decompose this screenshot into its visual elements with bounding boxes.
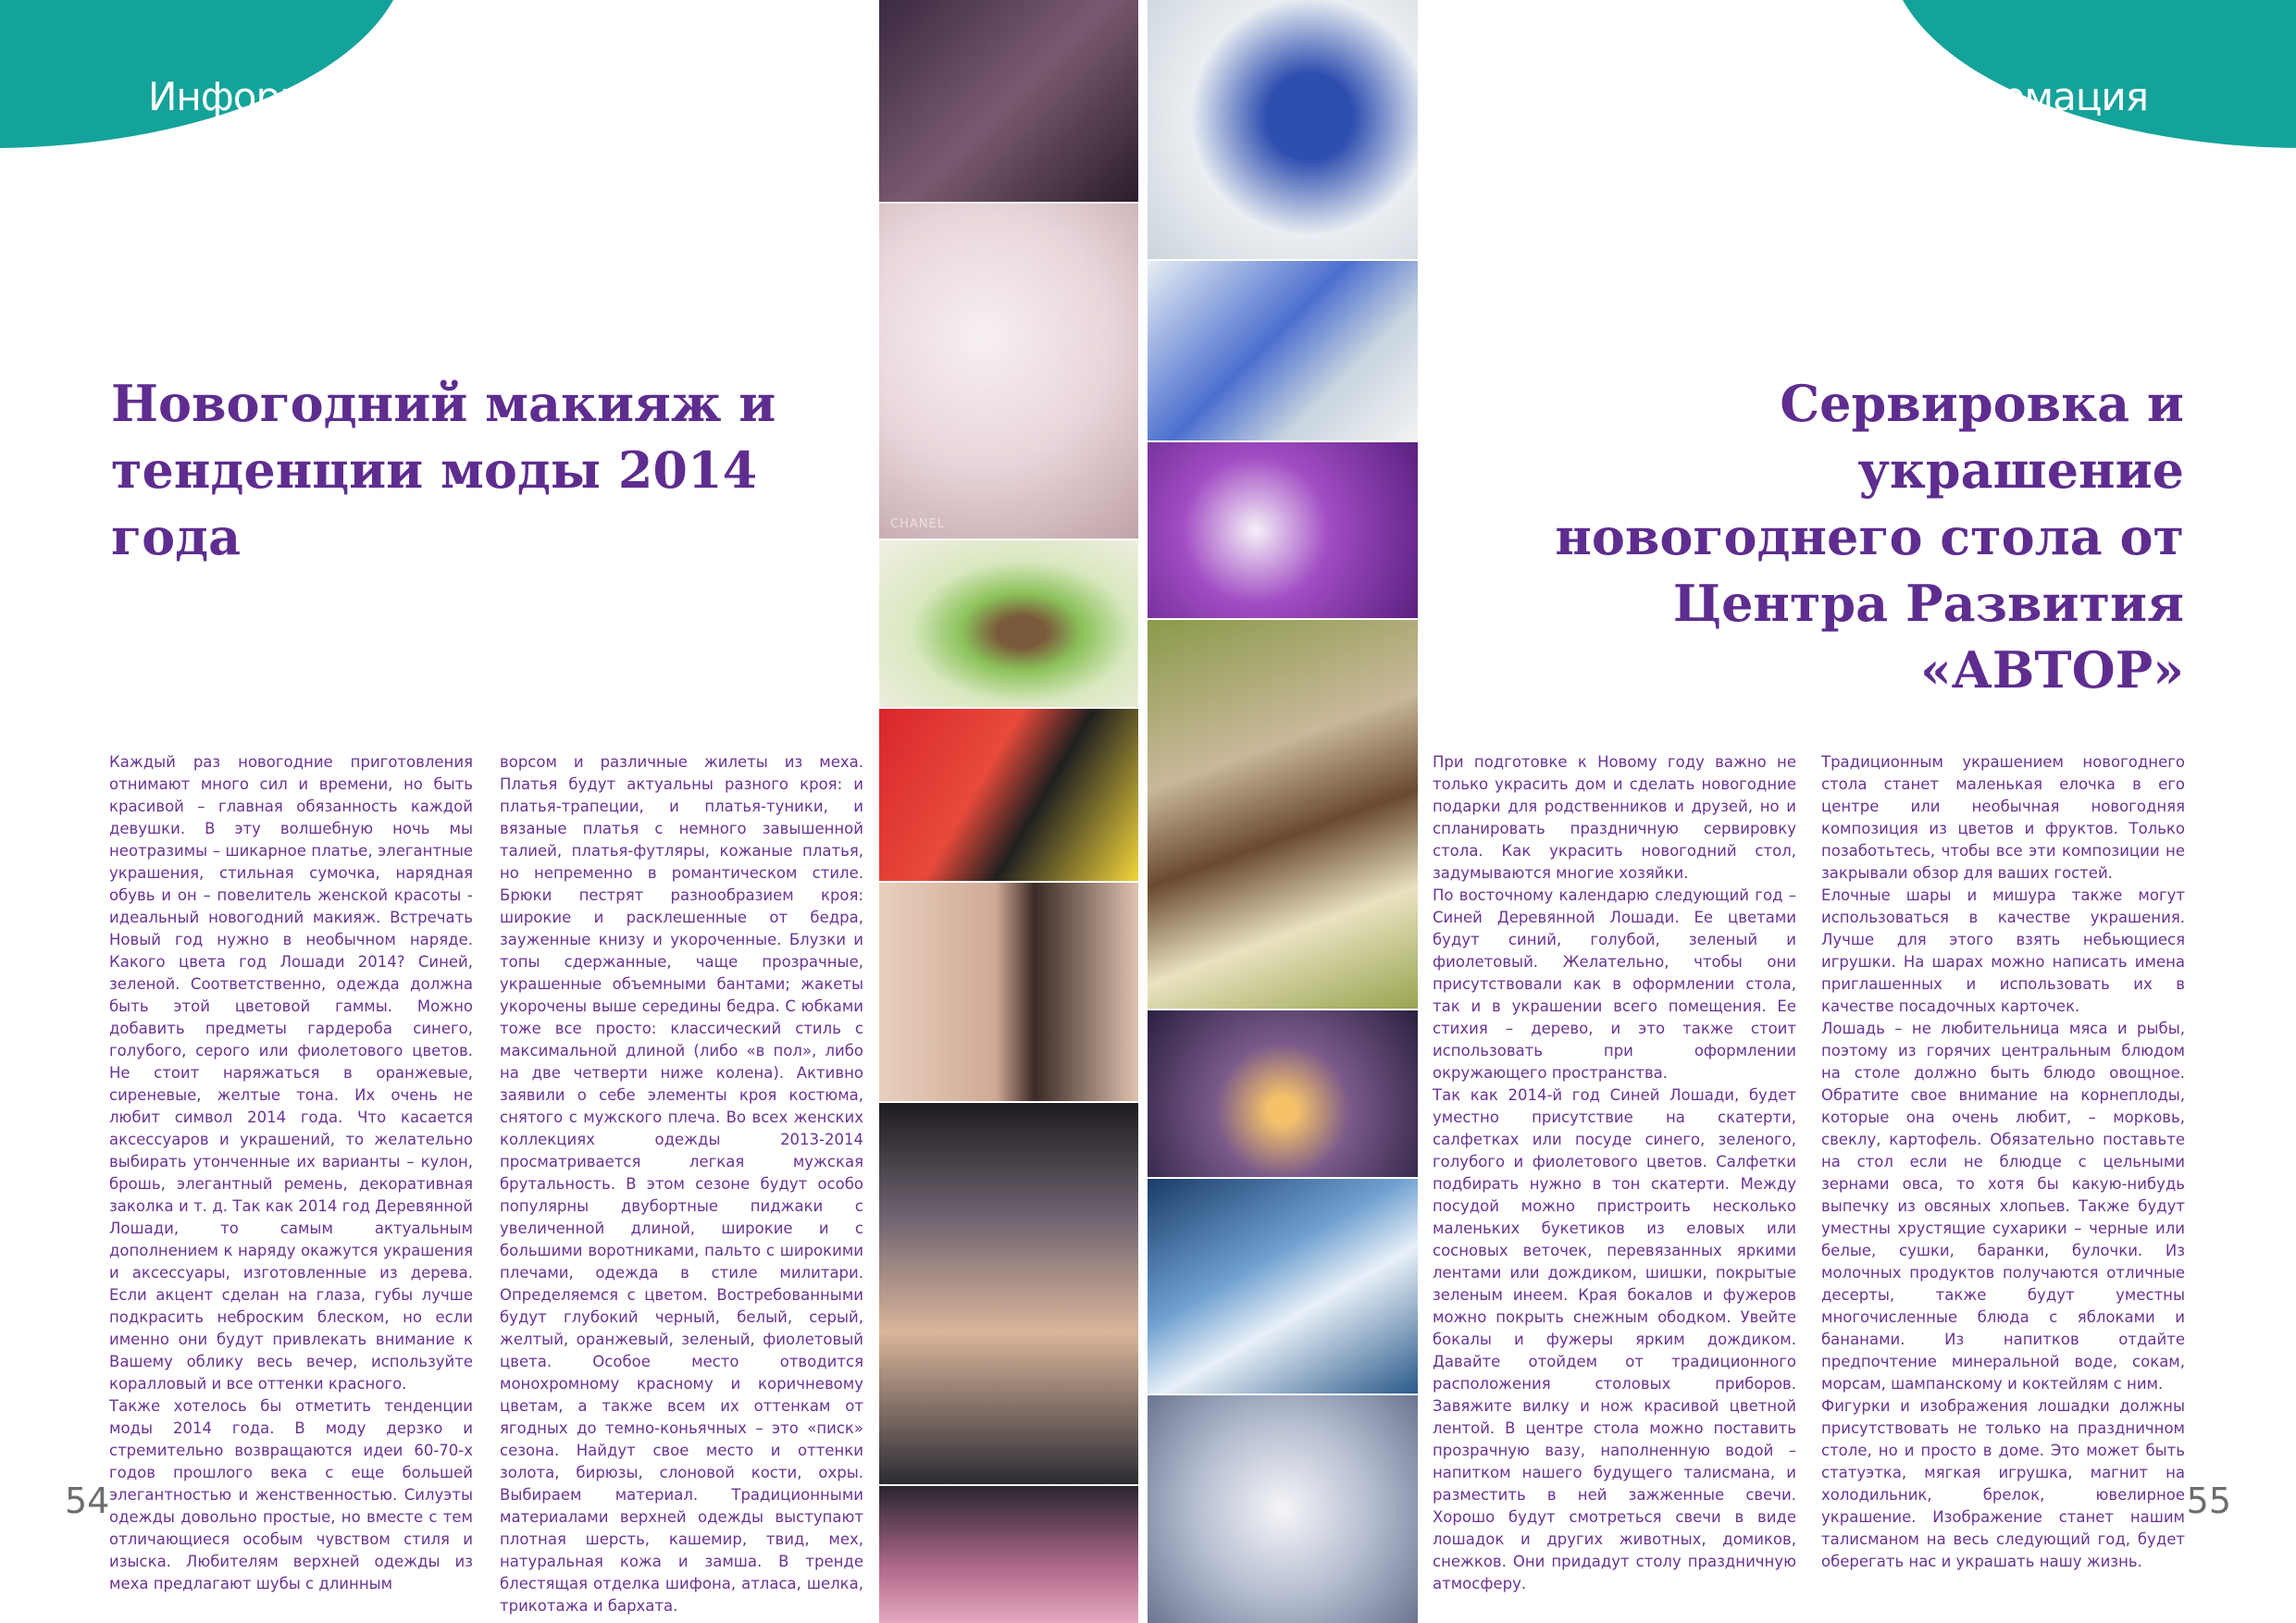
paragraph: Фигурки и изображения лошадки должны присутствовать не только на праздничном столе, но и просто в доме. Это может быть статуэтка, мягкая игрушка, магнит на холодильник, брелок, ювелирное украшение. Изображение станет нашим талисманом на весь следующий год, будет оберегать нас и украшать нашу жизнь. (1821, 1397, 2185, 1570)
right-article-column-1 (1433, 751, 1796, 1595)
photo-blue-napkin-setting (1148, 261, 1418, 440)
photo-purple-candle-setting (1148, 442, 1418, 618)
right-article-title (1462, 370, 2184, 703)
photo-runway-and-couple (879, 1103, 1138, 1484)
page-number-left: 54 (65, 1481, 110, 1521)
paragraph: Традиционным украшением новогоднего стола станет маленькая елочка в его центре или необычная новогодняя композиция из цветов и фруктов. Только позаботьтесь, чтобы все эти композиции не закрывали обзор для ваших гостей. (1821, 753, 2185, 882)
paragraph: Также хотелось бы отметить тенденции моды 2014 года. В моду дерзко и стремительно возвращаются идеи 60-70-х годов прошлого века с еще большей элегантностью и женственностью. Силуэты одежды довольно простые, но вместе с тем отличающиеся особым чувством стиля и изыска. Любителям верхней одежды из меха предлагают шубы с длинным (109, 1397, 473, 1592)
left-article-title (111, 370, 888, 570)
photo-horse-candles (1148, 0, 1418, 259)
cosmetics-brand-label: CHANEL (890, 517, 945, 531)
right-title-line-3: Центра Развития «АВТОР» (1672, 574, 2184, 700)
paragraph: ворсом и различные жилеты из меха. Платья будут актуальны разного кроя: и платья-трапеции, и платья-туники, и вязаные платья с немного завышенной талией, платья-футляры, кожаные платья, но непременно в романтическом стиле. Брюки пестрят разнообразием кроя: широкие и расклешенные от бедра, зауженные книзу и укороченные. Блузки и топы сдержанные, чаще прозрачные, украшенные объемными бантами; жакеты укорочены выше середины бедра. С юбками тоже все просто: классический стиль с максимальной длиной (либо «в пол», либо на две четверти ниже колена). Активно заявили о себе элементы кроя костюма, снятого с мужского плеча. Во всех женских коллекциях одежды 2013-2014 просматривается легкая мужская брутальность. В этом сезоне будут особо популярны двубортные пиджаки с увеличенной длиной, широкие и с большими воротниками, пальто с широкими плечами, одежда в стиле милитари. Определяемся с цветом. Востребованными будут глубокий черный, белый, серый, желтый, оранжевый, зеленый, фиолетовый цвета. Особое место отводится монохромному красному и коричневому цветам, а также всем их оттенкам от ягодных до темно-коньячных – это «писк» сезона. Найдут свое место и оттенки золота, бирюзы, слоновой кости, охры. Выбираем материал. Традиционными материалами верхней одежды выступают плотная шерсть, кашемир, твид, мех, натуральная кожа и замша. В тренде блестящая отделка шифона, атласа, шелка, трикотажа и бархата. (500, 753, 863, 1615)
paragraph: Елочные шары и мишура также могут использоваться в качестве украшения. Лучше для этого взять небьющиеся игрушки. На шарах можно написать имена приглашенных и использовать их в качестве посадочных карточек. (1821, 886, 2185, 1015)
section-label-right: Информация (1893, 74, 2148, 119)
left-title-line-2: тенденции моды 2014 года (111, 440, 758, 566)
photo-cosmetics (879, 204, 1138, 539)
photo-runway-coat (879, 1486, 1138, 1623)
left-article-column-2 (500, 751, 863, 1617)
left-title-line-1: Новогодний макияж и (111, 374, 776, 433)
photo-green-eye-makeup (879, 540, 1138, 707)
photo-white-place-setting (1148, 1395, 1418, 1623)
right-title-line-1: Сервировка и украшение (1780, 374, 2184, 500)
left-article-column-1 (109, 751, 473, 1595)
photo-candlelit-table (1148, 1010, 1418, 1177)
right-article-column-2 (1821, 751, 2185, 1573)
paragraph: При подготовке к Новому году важно не только украсить дом и сделать новогодние подарки для родственников и друзей, но и спланировать праздничную сервировку стола. Как украсить новогодний стол, задумываются многие хозяйки. (1433, 753, 1796, 882)
paragraph: Каждый раз новогодние приготовления отнимают много сил и времени, но быть красивой – главная обязанность каждой девушки. В эту волшебную ночь мы неотразимы – шикарное платье, элегантные украшения, стильная сумочка, нарядная обувь и он – повелитель женской красоты - идеальный новогодний макияж. Встречать Новый год нужно в необычном наряде. Какого цвета год Лошади 2014? Синей, зеленой. Соответственно, одежда должна быть этой цветовой гаммы. Можно добавить предметы гардероба синего, голубого, серого или фиолетового цветов. Не стоит наряжаться в оранжевые, сиреневые, желтые тона. Их очень не любит символ 2014 года. Что касается аксессуаров и украшений, то желательно выбирать утонченные их варианты – кулон, брошь, элегантный ремень, декоративная заколка и т. д. Так как 2014 год Деревянной Лошади, то самым актуальным дополнением к наряду окажутся украшения и аксессуары, изготовленные из дерева. Если акцент сделан на глаза, губы лучше подкрасить неброским блеском, но если именно они будут привлекать внимание к Вашему облику весь вечер, используйте коралловый и все оттенки красного. (109, 753, 473, 1393)
photo-blue-glasses-candle (1148, 1179, 1418, 1394)
right-title-line-2: новогоднего стола от (1555, 507, 2184, 566)
paragraph: Так как 2014-й год Синей Лошади, будет уместно присутствие на скатерти, салфетках или посуде синего, зеленого, голубого и фиолетового цветов. Салфетки подбирать нужно в тон скатерти. Между посудой можно пристроить несколько маленьких букетиков из еловых или сосновых веточек, перевязанных яркими лентами или дождиком, шишки, покрытые зеленым инеем. Края бокалов и фужеров можно покрыть снежным ободком. Увейте бокалы и фужеры ярким дождиком. Давайте отойдем от традиционного расположения столовых приборов. Завяжите вилку и нож красивой цветной лентой. В центре стола можно поставить прозрачную вазу, наполненную водой – напитком нашего будущего талисмана, и разместить в ней зажженные свечи. Хорошо будут смотреться свечи в виде лошадок и других животных, домиков, снежков. Они придадут столу праздничную атмосферу. (1433, 1086, 1796, 1592)
photo-model-reclining (879, 709, 1138, 881)
page-number-right: 55 (2186, 1481, 2231, 1521)
paragraph: Лошадь – не любительница мяса и рыбы, поэтому из горячих центральным блюдом на столе должно быть блюдо овощное. Обратите свое внимание на корнеплоды, которые она очень любит, – морковь, свеклу, картофель. Обязательно поставьте на стол если не блюдце с цельными зернами овса, то хотя бы какую-нибудь выпечку из овсяных хлопьев. Также будут уместны хрустящие сухарики – черные или белые, сушки, баранки, булочки. Из молочных продуктов получаются отличные десерты, также будут уместны многочисленные блюда с яблоками и бананами. Из напитков отдайте предпочтение минеральной воде, сокам, морсам, шампанскому и коктейлям с ним. (1821, 1020, 2185, 1393)
paragraph: По восточному календарю следующий год – Синей Деревянной Лошади. Ее цветами будут синий, голубой, зеленый и фиолетовый. Желательно, чтобы они присутствовали как в оформлении стола, так и в украшении всего помещения. Ее стихия – дерево, и это также стоит использовать при оформлении окружающего пространства. (1433, 886, 1796, 1082)
photo-makeup-brushes (879, 883, 1138, 1101)
section-label-left: Информация (148, 74, 403, 119)
photo-natural-table-decor (1148, 620, 1418, 1009)
photo-fashion-couple (879, 0, 1138, 202)
